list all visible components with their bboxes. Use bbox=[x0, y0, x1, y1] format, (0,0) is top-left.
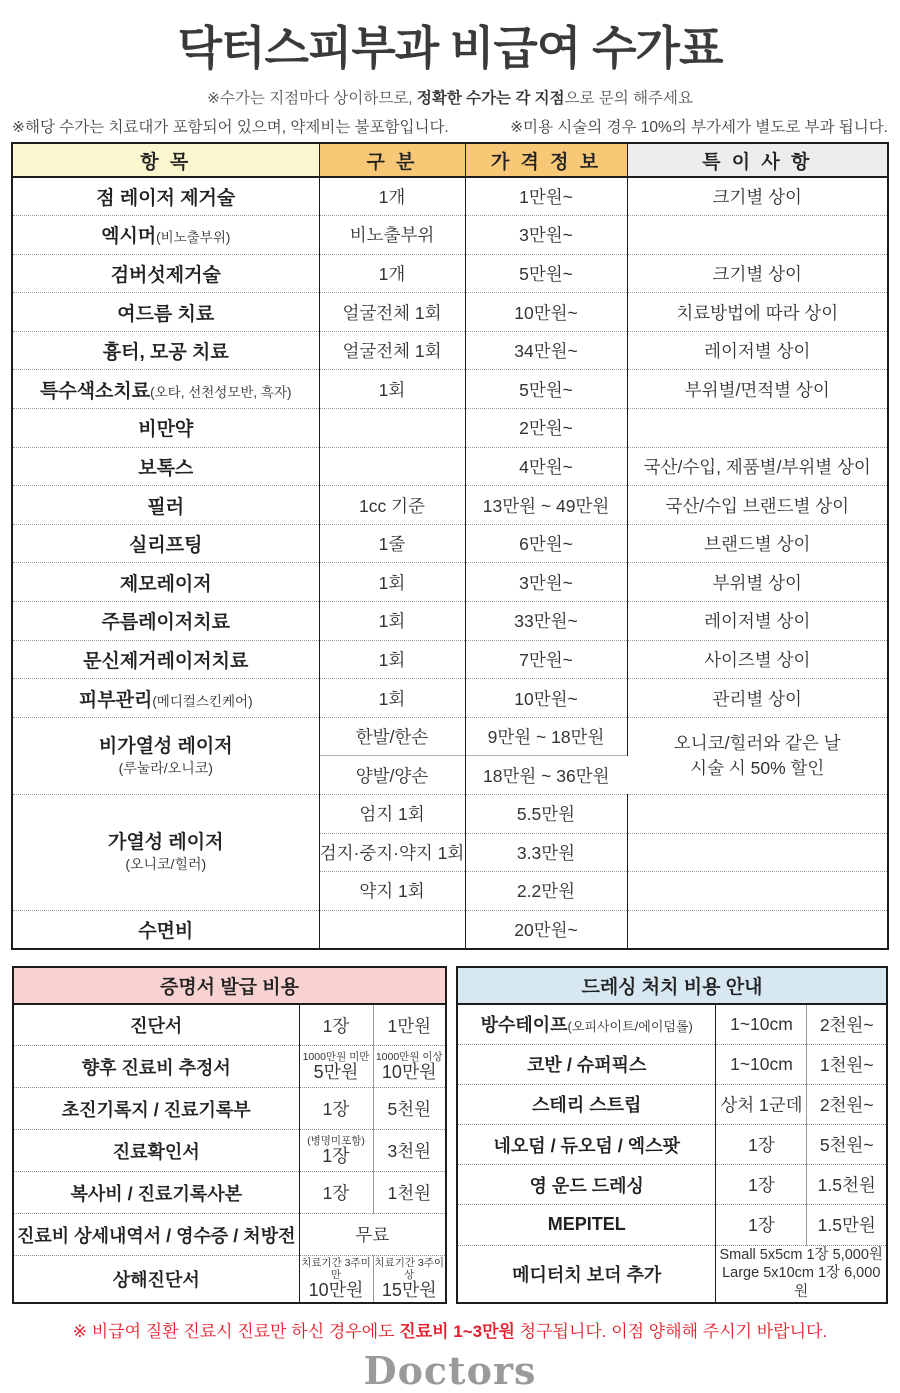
price-cell: 6만원~ bbox=[465, 524, 627, 563]
item-cell: 흉터, 모공 치료 bbox=[12, 331, 319, 370]
table-row bbox=[12, 331, 888, 370]
table-row bbox=[13, 1172, 446, 1214]
price-cell: 3천원 bbox=[373, 1130, 446, 1172]
category-cell: 1줄 bbox=[319, 524, 465, 563]
item-name: 엑시머 bbox=[101, 226, 157, 248]
doctors-logo: Doctors bbox=[363, 1348, 537, 1393]
price-line: Large 5x10cm 1장 6,000원 bbox=[722, 1265, 881, 1301]
table-row bbox=[12, 293, 888, 332]
table-row bbox=[12, 524, 888, 563]
qty-condition: 치료기간 3주미만 bbox=[301, 1257, 371, 1282]
item-cell bbox=[12, 679, 319, 718]
item-cell: 진료확인서 bbox=[13, 1130, 299, 1172]
subtitle bbox=[0, 86, 900, 108]
category-cell: 1회 bbox=[319, 640, 465, 679]
table-row bbox=[12, 486, 888, 525]
note-cell: 부위별 상이 bbox=[627, 563, 888, 602]
table-row bbox=[13, 1046, 446, 1088]
table-row bbox=[12, 177, 888, 216]
note-cell: 부위별/면적별 상이 bbox=[627, 370, 888, 409]
price-condition: 치료기간 3주이상 bbox=[374, 1257, 445, 1282]
note-line: 오니코/힐러와 같은 날 bbox=[673, 732, 841, 753]
footer-warning-emphasis: 진료비 1~3만원 bbox=[399, 1322, 515, 1342]
qty-cell: 1~10cm bbox=[716, 1044, 807, 1084]
qty-cell: 1장 bbox=[716, 1165, 807, 1205]
item-cell bbox=[12, 370, 319, 409]
item-cell: 점 레이저 제거술 bbox=[12, 177, 319, 216]
category-cell bbox=[319, 910, 465, 949]
category-cell: 엄지 1회 bbox=[319, 795, 465, 834]
item-cell: 진단서 bbox=[13, 1004, 299, 1046]
subtitle-prefix: ※수가는 지점마다 상이하므로, bbox=[207, 90, 417, 107]
item-cell: 필러 bbox=[12, 486, 319, 525]
qty-value: 5만원 bbox=[313, 1061, 359, 1082]
table-row bbox=[12, 447, 888, 486]
table-row bbox=[12, 370, 888, 409]
price-cell: 7만원~ bbox=[465, 640, 627, 679]
price-cell: 2만원~ bbox=[465, 409, 627, 448]
item-cell: MEPITEL bbox=[457, 1205, 716, 1245]
item-cell: 검버섯제거술 bbox=[12, 254, 319, 293]
category-cell: 1cc 기준 bbox=[319, 486, 465, 525]
qty-cell bbox=[299, 1256, 373, 1303]
dressing-fee-table bbox=[456, 966, 888, 1304]
price-cell: 5천원 bbox=[373, 1088, 446, 1130]
price-sheet-page bbox=[0, 12, 900, 1393]
qty-value: 1장 bbox=[322, 1145, 350, 1166]
item-cell: 진료비 상세내역서 / 영수증 / 처방전 bbox=[13, 1214, 299, 1256]
table-row bbox=[457, 1124, 887, 1164]
col-header-price: 가 격 정 보 bbox=[465, 143, 627, 177]
note-cell: 국산/수입 브랜드별 상이 bbox=[627, 486, 888, 525]
price-cell: 1만원 bbox=[387, 1015, 432, 1036]
table-row bbox=[457, 1245, 887, 1303]
price-cell bbox=[373, 1046, 446, 1088]
table-row bbox=[13, 1004, 446, 1046]
category-cell: 얼굴전체 1회 bbox=[319, 293, 465, 332]
subtitle-suffix: 으로 문의 해주세요 bbox=[564, 90, 693, 107]
item-cell bbox=[12, 717, 319, 794]
price-cell: 33만원~ bbox=[465, 602, 627, 641]
price-cell: 3.3만원 bbox=[465, 833, 627, 872]
item-name: 특수색소치료 bbox=[40, 380, 151, 402]
note-cell bbox=[627, 872, 888, 911]
footer-warning-suffix: 청구됩니다. 이점 양해해 주시기 바랍니다. bbox=[514, 1322, 828, 1342]
table-row bbox=[12, 254, 888, 293]
qty-cell bbox=[299, 1046, 373, 1088]
qty-cell: 상처 1군데 bbox=[716, 1084, 807, 1124]
note-cell bbox=[627, 910, 888, 949]
certificate-table-title: 증명서 발급 비용 bbox=[13, 967, 446, 1004]
table-row bbox=[12, 216, 888, 255]
item-name: 피부관리 bbox=[78, 689, 153, 711]
price-cell: 5만원~ bbox=[465, 254, 627, 293]
header-row bbox=[12, 143, 888, 177]
footer-warning-prefix: ※ 비급여 질환 진료시 진료만 하신 경우에도 bbox=[72, 1322, 400, 1342]
table-row bbox=[457, 1044, 887, 1084]
item-subtext: (루눌라/오니코) bbox=[118, 759, 213, 776]
item-cell: 실리프팅 bbox=[12, 524, 319, 563]
item-name: 방수테이프 bbox=[480, 1015, 568, 1036]
note-line: 시술 시 50% 할인 bbox=[690, 757, 825, 778]
note-cell bbox=[627, 717, 888, 794]
table-row bbox=[12, 409, 888, 448]
category-cell: 1회 bbox=[319, 602, 465, 641]
category-cell: 1회 bbox=[319, 679, 465, 718]
price-cell: 9만원 ~ 18만원 bbox=[465, 717, 627, 756]
table-row bbox=[13, 1256, 446, 1303]
price-cell: 무료 bbox=[299, 1214, 446, 1256]
price-cell: 5만원~ bbox=[465, 370, 627, 409]
item-subtext: (오타, 선천성모반, 흑자) bbox=[150, 384, 292, 400]
note-cell: 치료방법에 따라 상이 bbox=[627, 293, 888, 332]
price-cell: 1만원~ bbox=[465, 177, 627, 216]
price-cell: 34만원~ bbox=[465, 331, 627, 370]
category-cell: 약지 1회 bbox=[319, 872, 465, 911]
col-header-category: 구 분 bbox=[319, 143, 465, 177]
price-cell bbox=[373, 1256, 446, 1303]
main-price-table bbox=[11, 142, 889, 950]
item-cell bbox=[12, 795, 319, 911]
price-cell: 10만원~ bbox=[465, 293, 627, 332]
item-cell bbox=[12, 216, 319, 255]
table-row-group-thermal bbox=[12, 795, 888, 834]
note-cell: 레이저별 상이 bbox=[627, 331, 888, 370]
table-row bbox=[457, 1084, 887, 1124]
qty-cell: 1장 bbox=[716, 1205, 807, 1245]
price-value: 10만원 bbox=[381, 1061, 437, 1082]
price-cell: 1.5천원 bbox=[807, 1165, 887, 1205]
price-line: Small 5x5cm 1장 5,000원 bbox=[719, 1246, 883, 1263]
qty-cell: 1~10cm bbox=[716, 1004, 807, 1044]
item-cell bbox=[457, 1004, 716, 1044]
price-value: 15만원 bbox=[381, 1280, 437, 1301]
item-cell: 스테리 스트립 bbox=[457, 1084, 716, 1124]
note-cell: 레이저별 상이 bbox=[627, 602, 888, 641]
item-cell: 향후 진료비 추정서 bbox=[13, 1046, 299, 1088]
category-cell: 비노출부위 bbox=[319, 216, 465, 255]
category-cell: 1회 bbox=[319, 370, 465, 409]
item-cell: 여드름 치료 bbox=[12, 293, 319, 332]
qty-condition: (병명미포함) bbox=[307, 1134, 365, 1147]
category-cell: 한발/한손 bbox=[319, 717, 465, 756]
item-cell: 비만약 bbox=[12, 409, 319, 448]
price-cell: 5천원~ bbox=[807, 1124, 887, 1164]
price-cell: 1천원~ bbox=[807, 1044, 887, 1084]
item-subtext: (메디컬스킨케어) bbox=[152, 693, 253, 709]
note-cell: 사이즈별 상이 bbox=[627, 640, 888, 679]
item-name: 비가열성 레이저 bbox=[98, 735, 233, 757]
category-cell: 얼굴전체 1회 bbox=[319, 331, 465, 370]
note-right: ※미용 시술의 경우 10%의 부가세가 별도로 부과 됩니다. bbox=[510, 119, 888, 136]
dressing-table-title: 드레싱 처치 비용 안내 bbox=[457, 967, 887, 1004]
qty-condition: 1000만원 미만 bbox=[302, 1050, 370, 1063]
category-cell bbox=[319, 447, 465, 486]
price-cell: 18만원 ~ 36만원 bbox=[465, 756, 627, 795]
item-cell: 영 운드 드레싱 bbox=[457, 1165, 716, 1205]
price-cell: 3만원~ bbox=[465, 216, 627, 255]
item-cell: 메디터치 보더 추가 bbox=[457, 1245, 716, 1303]
qty-cell bbox=[299, 1130, 373, 1172]
note-cell bbox=[627, 795, 888, 834]
item-subtext: (비노출부위) bbox=[156, 230, 231, 246]
item-cell: 코반 / 슈퍼픽스 bbox=[457, 1044, 716, 1084]
table-row bbox=[12, 602, 888, 641]
note-cell: 크기별 상이 bbox=[712, 187, 802, 208]
header-row bbox=[457, 967, 887, 1004]
category-cell: 1개 bbox=[319, 254, 465, 293]
price-cell: 1천원 bbox=[373, 1172, 446, 1214]
price-cell: 13만원 ~ 49만원 bbox=[465, 486, 627, 525]
item-cell: 보톡스 bbox=[12, 447, 319, 486]
item-subtext: (오니코/힐러) bbox=[125, 856, 207, 873]
table-row bbox=[12, 910, 888, 949]
subtitle-emphasis: 정확한 수가는 각 지점 bbox=[416, 90, 565, 107]
qty-cell: 1장 bbox=[716, 1124, 807, 1164]
price-cell: 2천원~ bbox=[807, 1084, 887, 1124]
header-row bbox=[13, 967, 446, 1004]
table-row bbox=[12, 640, 888, 679]
qty-cell: 1장 bbox=[299, 1004, 373, 1046]
item-cell: 상해진단서 bbox=[13, 1256, 299, 1303]
footer-warning bbox=[0, 1317, 900, 1342]
col-header-item: 항 목 bbox=[12, 143, 319, 177]
note-cell: 크기별 상이 bbox=[627, 254, 888, 293]
price-cell: 2천원~ bbox=[819, 1014, 874, 1035]
category-cell: 양발/양손 bbox=[319, 756, 465, 795]
item-cell: 문신제거레이저치료 bbox=[12, 640, 319, 679]
bottom-tables bbox=[12, 966, 888, 1304]
price-cell: 10만원~ bbox=[465, 679, 627, 718]
table-row-group-nonthermal bbox=[12, 717, 888, 756]
certificate-fee-table bbox=[12, 966, 447, 1304]
qty-value: 10만원 bbox=[308, 1280, 364, 1301]
note-cell: 관리별 상이 bbox=[627, 679, 888, 718]
item-cell: 제모레이저 bbox=[12, 563, 319, 602]
note-cell bbox=[627, 409, 888, 448]
category-cell bbox=[319, 409, 465, 448]
item-cell: 주름레이저치료 bbox=[12, 602, 319, 641]
note-left: ※해당 수가는 치료대가 포함되어 있으며, 약제비는 불포함입니다. bbox=[12, 119, 449, 136]
price-cell: 4만원~ bbox=[465, 447, 627, 486]
page-title: 닥터스피부과 비급여 수가표 bbox=[177, 22, 723, 74]
table-row bbox=[457, 1004, 887, 1044]
price-cell: 2.2만원 bbox=[465, 872, 627, 911]
note-cell bbox=[627, 833, 888, 872]
table-row bbox=[457, 1205, 887, 1245]
col-header-note: 특 이 사 항 bbox=[627, 143, 888, 177]
item-cell: 초진기록지 / 진료기록부 bbox=[13, 1088, 299, 1130]
table-row bbox=[13, 1214, 446, 1256]
item-name: 가열성 레이저 bbox=[108, 832, 224, 854]
item-subtext: (오피사이트/에이덤롤) bbox=[567, 1019, 693, 1035]
qty-cell: 1장 bbox=[299, 1172, 373, 1214]
table-row bbox=[12, 563, 888, 602]
note-cell: 브랜드별 상이 bbox=[627, 524, 888, 563]
item-cell: 복사비 / 진료기록사본 bbox=[13, 1172, 299, 1214]
item-cell: 네오덤 / 듀오덤 / 엑스팟 bbox=[457, 1124, 716, 1164]
table-row bbox=[13, 1088, 446, 1130]
table-row bbox=[12, 679, 888, 718]
category-cell: 1개 bbox=[319, 177, 465, 216]
note-cell: 국산/수입, 제품별/부위별 상이 bbox=[627, 447, 888, 486]
category-cell: 검지·중지·약지 1회 bbox=[319, 833, 465, 872]
top-notes bbox=[12, 115, 888, 137]
category-cell: 1회 bbox=[319, 563, 465, 602]
item-cell: 수면비 bbox=[12, 910, 319, 949]
table-row bbox=[13, 1130, 446, 1172]
price-cell: 3만원~ bbox=[465, 563, 627, 602]
qty-cell: 1장 bbox=[299, 1088, 373, 1130]
price-cell: 20만원~ bbox=[465, 910, 627, 949]
price-cell: 1.5만원 bbox=[807, 1205, 887, 1245]
price-cell: 5.5만원 bbox=[465, 795, 627, 834]
table-row bbox=[457, 1165, 887, 1205]
price-condition: 1000만원 이상 bbox=[375, 1050, 443, 1063]
price-cell bbox=[716, 1245, 887, 1303]
note-cell bbox=[627, 216, 888, 255]
